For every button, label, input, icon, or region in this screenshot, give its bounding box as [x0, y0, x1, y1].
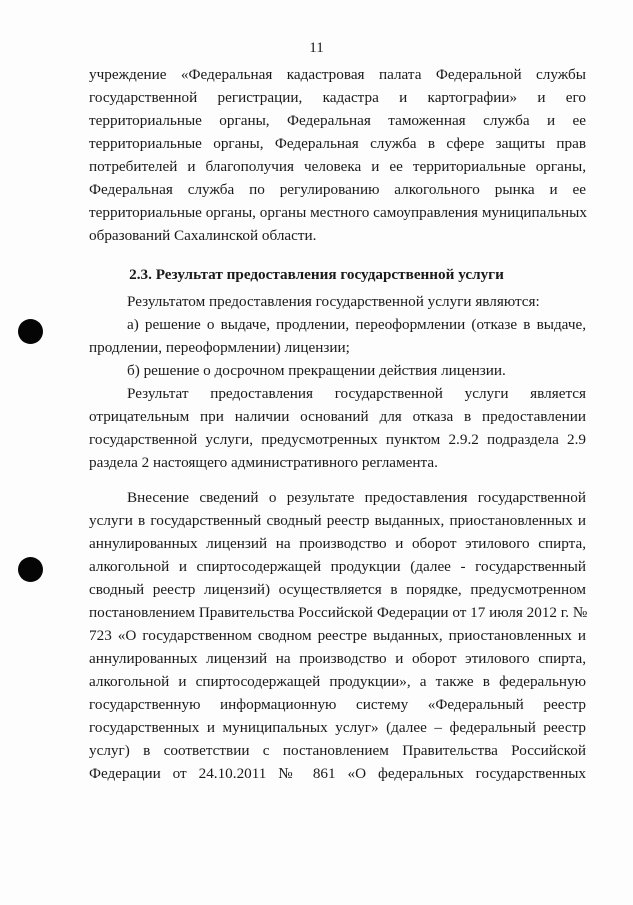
text-line: Внесение сведений о результате предоставления государственной — [127, 489, 586, 506]
text-line: потребителей и благополучия человека и ее территориальные органы, — [89, 158, 586, 175]
page-number: 11 — [309, 40, 324, 56]
text-line: услуг) в соответствии с постановлением Правительства Российской — [89, 742, 586, 759]
text-line: образований Сахалинской области. — [89, 227, 317, 244]
text-line: Результат предоставления государственной услуги является — [127, 385, 586, 402]
text-line: 723 «О государственном сводном реестре выданных, приостановленных и — [89, 627, 586, 644]
section-heading: 2.3. Результат предоставления государственной услуги — [129, 266, 504, 283]
text-line: государственных и муниципальных услуг» (далее – федеральный реестр — [89, 719, 586, 736]
text-line: алкогольной и спиртосодержащей продукции (далее - государственный — [89, 558, 586, 575]
text-line: отрицательным при наличии оснований для отказа в предоставлении — [89, 408, 586, 425]
text-line: раздела 2 настоящего административного регламента. — [89, 454, 438, 471]
text-line: территориальные органы, Федеральная таможенная служба и ее — [89, 112, 586, 129]
text-line: продлении, переоформлении) лицензии; — [89, 339, 350, 356]
text-line: б) решение о досрочном прекращении действия лицензии. — [127, 362, 506, 379]
text-line: государственной регистрации, кадастра и картографии» и его — [89, 89, 586, 106]
punch-hole-top — [18, 319, 43, 344]
text-line: Результатом предоставления государственной услуги являются: — [127, 293, 540, 310]
text-line: услуги в государственный сводный реестр выданных, приостановленных и — [89, 512, 586, 529]
text-line: Федерации от 24.10.2011 № 861 «О федеральных государственных — [89, 765, 586, 782]
text-line: а) решение о выдаче, продлении, переоформлении (отказе в выдаче, — [127, 316, 586, 333]
text-line: постановлением Правительства Российской Федерации от 17 июля 2012 г. № — [89, 604, 588, 621]
text-line: алкогольной и спиртосодержащей продукции», а также в федеральную — [89, 673, 586, 690]
text-line: аннулированных лицензий на производство и оборот этилового спирта, — [89, 535, 586, 552]
text-line: государственную информационную систему «Федеральный реестр — [89, 696, 586, 713]
text-line: аннулированных лицензий на производство и оборот этилового спирта, — [89, 650, 586, 667]
text-line: Федеральная служба по регулированию алкогольного рынка и ее — [89, 181, 586, 198]
text-line: территориальные органы, Федеральная служба в сфере защиты прав — [89, 135, 586, 152]
text-line: учреждение «Федеральная кадастровая палата Федеральной службы — [89, 66, 586, 83]
punch-hole-bottom — [18, 557, 43, 582]
text-line: территориальные органы, органы местного самоуправления муниципальных — [89, 204, 587, 221]
text-line: сводный реестр лицензий) осуществляется в порядке, предусмотренном — [89, 581, 586, 598]
text-line: государственной услуги, предусмотренных пунктом 2.9.2 подраздела 2.9 — [89, 431, 586, 448]
